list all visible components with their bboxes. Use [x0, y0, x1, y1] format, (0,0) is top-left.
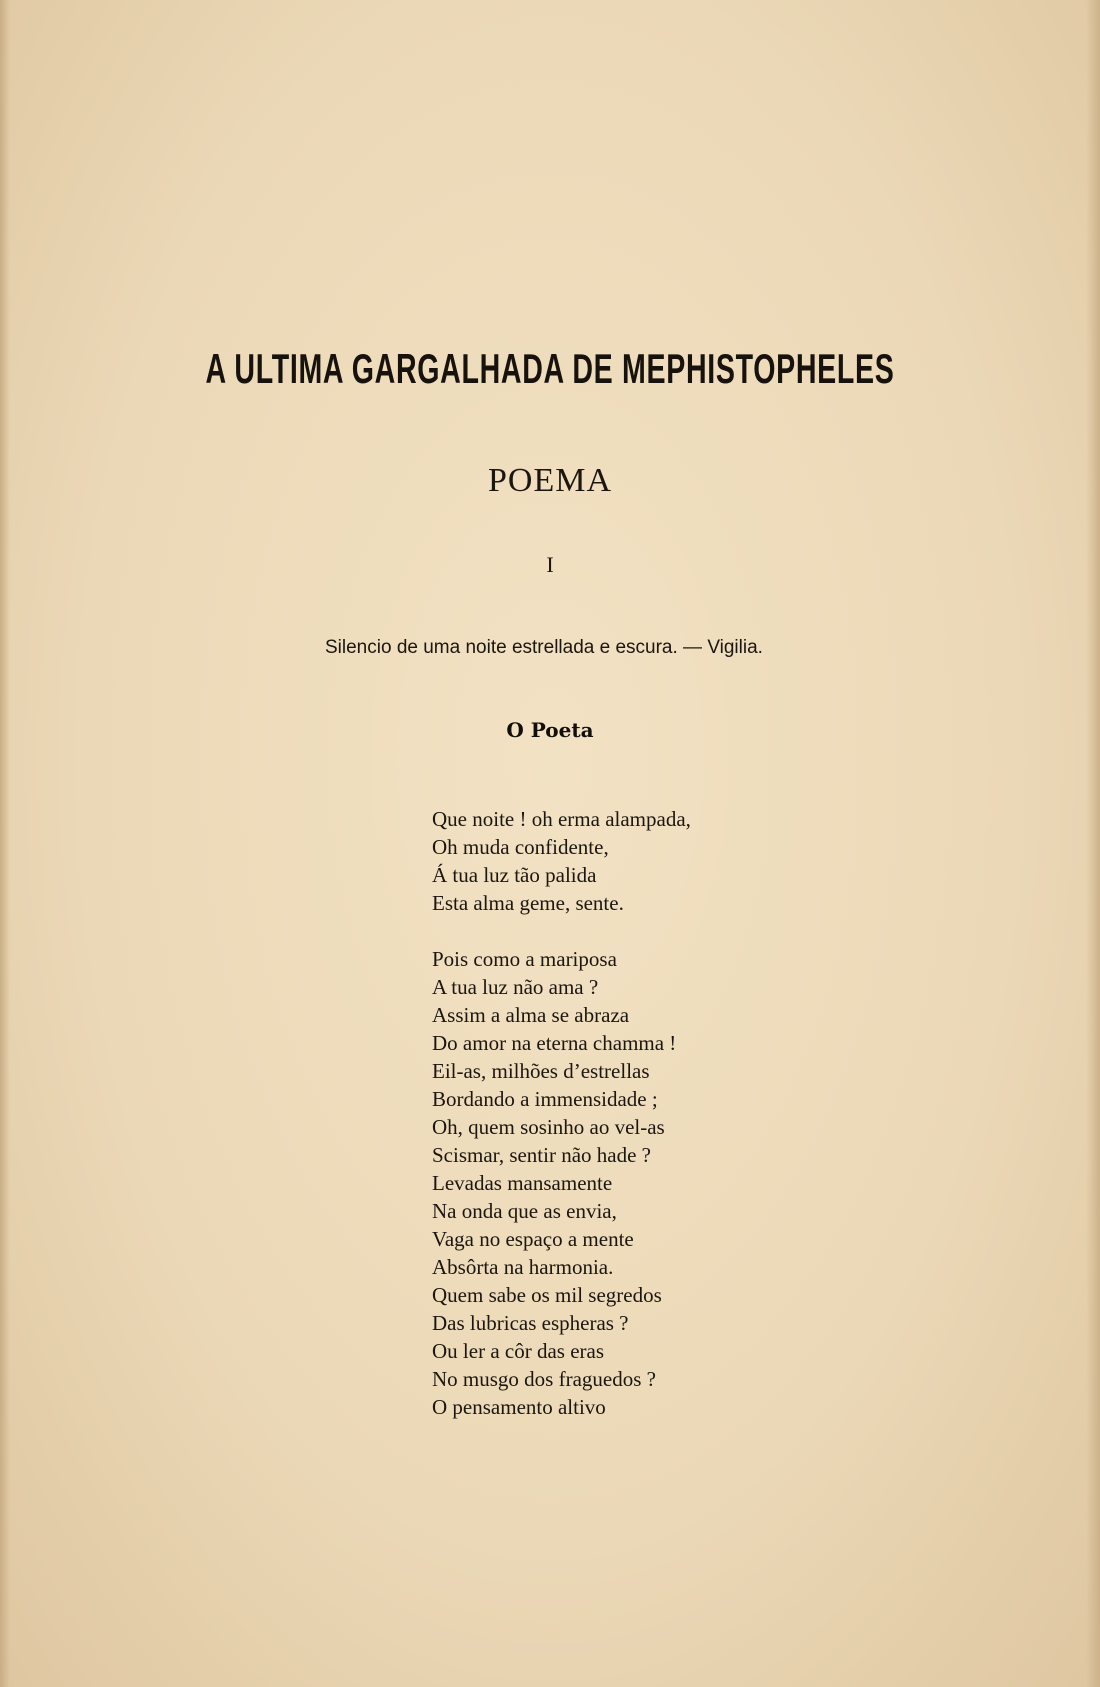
verse-line: No musgo dos fraguedos ?	[432, 1367, 656, 1391]
verse-line: Eil-as, milhões d’estrellas	[432, 1059, 650, 1083]
verse-line: Assim a alma se abraza	[432, 1003, 630, 1027]
verse-line: Pois como a mariposa	[432, 947, 617, 971]
verse-line: Á tua luz tão palida	[432, 863, 597, 887]
poem-subtitle: POEMA	[487, 462, 613, 499]
verse-block	[432, 805, 832, 1421]
verse-line: O pensamento altivo	[432, 1395, 606, 1419]
verse-line: Levadas mansamente	[432, 1171, 613, 1195]
verse-line: Ou ler a côr das eras	[432, 1339, 604, 1363]
verse-line: Absôrta na harmonia.	[432, 1255, 614, 1279]
verse-line: Que noite ! oh erma alampada,	[432, 807, 691, 831]
speaker-name: O Poeta	[506, 718, 594, 742]
stanza	[432, 805, 832, 917]
verse-line: A tua luz não ama ?	[432, 975, 599, 999]
poem-title: A ULTIMA GARGALHADA DE MEPHISTOPHELES	[205, 345, 895, 392]
verse-line: Do amor na eterna chamma !	[432, 1031, 677, 1055]
part-number: I	[546, 552, 554, 577]
verse-line: Quem sabe os mil segredos	[432, 1283, 662, 1307]
verse-line: Vaga no espaço a mente	[432, 1227, 634, 1251]
page-edge-right	[1086, 0, 1100, 1687]
stanza-gap	[432, 917, 832, 945]
stanza	[432, 945, 832, 1421]
verse-line: Na onda que as envia,	[432, 1199, 617, 1223]
verse-line: Scismar, sentir não hade ?	[432, 1143, 652, 1167]
page-edge-left	[0, 0, 10, 1687]
verse-line: Das lubricas espheras ?	[432, 1311, 629, 1335]
verse-line: Bordando a immensidade ;	[432, 1087, 658, 1111]
scene-direction: Silencio de uma noite estrellada e escura. — Vigilia.	[325, 637, 763, 658]
verse-line: Esta alma geme, sente.	[432, 891, 624, 915]
verse-line: Oh muda confidente,	[432, 835, 609, 859]
verse-line: Oh, quem sosinho ao vel-as	[432, 1115, 665, 1139]
